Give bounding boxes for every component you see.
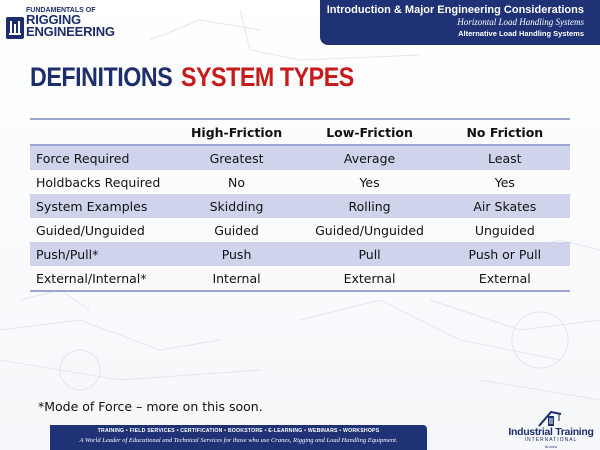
column-header: No Friction: [440, 119, 570, 145]
table-cell: External: [440, 266, 570, 291]
row-label: External/Internal*: [30, 266, 174, 291]
header-title: Introduction & Major Engineering Considerations: [326, 4, 584, 16]
table-cell: Internal: [174, 266, 300, 291]
system-types-table: [30, 118, 570, 292]
footnote: *Mode of Force – more on this soon.: [38, 399, 263, 414]
industrial-training-logo: [505, 410, 597, 450]
company-sub: INTERNATIONAL: [524, 437, 578, 443]
table-cell: Yes: [494, 174, 515, 190]
table-row: [30, 242, 570, 266]
table-cell: Skidding: [174, 194, 300, 218]
table-cell: Pull: [299, 242, 439, 266]
table-cell: Average: [299, 145, 439, 170]
logo-line1: FUNDAMENTALS OF: [26, 7, 96, 14]
table-row: [30, 170, 570, 194]
table-row: [30, 194, 570, 218]
slide-title: [30, 62, 354, 93]
table-cell: Guided/Unguided: [315, 222, 424, 238]
company-name: Industrial Training: [508, 426, 594, 438]
table-row: [30, 266, 570, 291]
column-header: Low-Friction: [299, 119, 439, 145]
table-cell: Air Skates: [440, 194, 570, 218]
row-label: Push/Pull*: [30, 242, 174, 266]
row-label: Guided/Unguided: [36, 222, 145, 238]
column-header: High-Friction: [174, 119, 300, 145]
header-banner: [320, 0, 600, 45]
footer-links: TRAINING • FIELD SERVICES • CERTIFICATION • BOOKSTORE • E-LEARNING • WEBINARS • WORKSHOPS: [97, 428, 380, 434]
logo-line3: ENGINEERING: [26, 24, 115, 39]
table-row: [30, 145, 570, 170]
fundamentals-logo: [6, 3, 116, 43]
title-system-types: SYSTEM TYPES: [180, 62, 354, 92]
crane-hook-icon: [6, 17, 24, 39]
table-cell: Yes: [359, 174, 380, 190]
table-cell: Rolling: [299, 194, 439, 218]
table-header-row: [30, 119, 570, 145]
table-row: [30, 218, 570, 242]
footer-banner: [50, 425, 427, 450]
footer-tagline: A World Leader of Educational and Technical Services for those who use Cranes, Rigging and Load Handling Equipment.: [79, 437, 398, 444]
table-cell: Guided: [214, 222, 259, 238]
table-cell: Unguided: [474, 222, 535, 238]
row-label: Force Required: [30, 145, 174, 170]
row-label: Holdbacks Required: [36, 174, 161, 190]
header-section: Alternative Load Handling Systems: [458, 29, 584, 38]
table-cell: Greatest: [174, 145, 300, 170]
table-cell: Push or Pull: [440, 242, 570, 266]
table-cell: External: [299, 266, 439, 291]
row-label: System Examples: [30, 194, 174, 218]
header-subtitle: Horizontal Load Handling Systems: [457, 17, 584, 27]
table-cell: Push: [174, 242, 300, 266]
title-definitions: DEFINITIONS: [30, 62, 173, 92]
company-url: iti.com: [545, 444, 557, 449]
table-cell: Least: [440, 145, 570, 170]
logo-line2: RIGGING: [26, 12, 81, 27]
table-cell: No: [228, 174, 246, 190]
column-header: [30, 119, 174, 145]
